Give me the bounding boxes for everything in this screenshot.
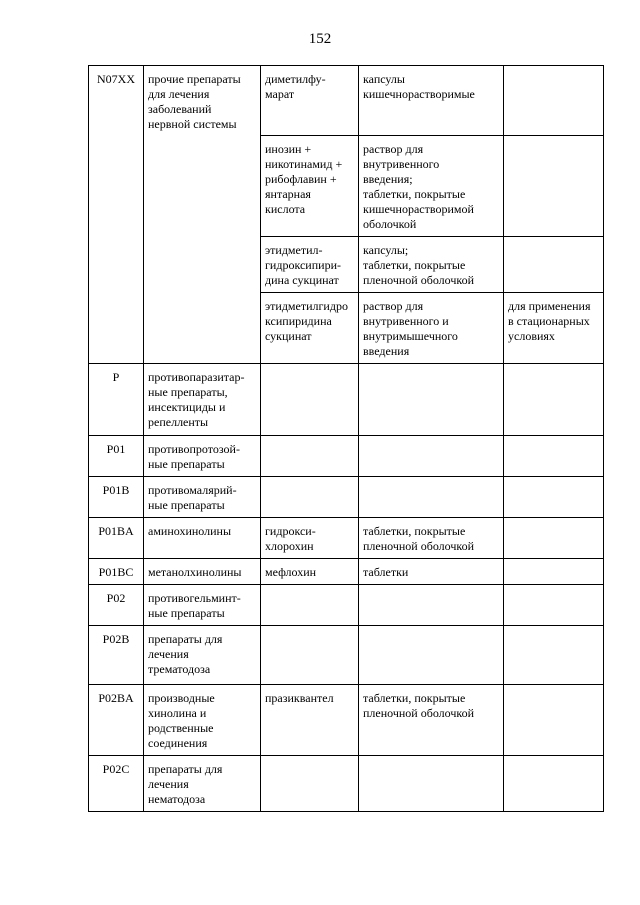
note-cell	[504, 756, 604, 812]
dosage-form-cell	[359, 364, 504, 436]
drug-name-cell	[261, 756, 359, 812]
dosage-form-cell	[359, 585, 504, 626]
table-row	[89, 559, 604, 585]
table-row	[89, 66, 604, 136]
atc-code-cell: P01BC	[89, 559, 144, 585]
drug-name-cell: празиквантел	[261, 685, 359, 756]
table-row	[89, 436, 604, 477]
note-cell	[504, 436, 604, 477]
drug-name-cell: этидметилгидро ксипиридина сукцинат	[261, 293, 359, 364]
drug-name-cell	[261, 477, 359, 518]
dosage-form-cell: раствор для внутривенного введения; таблетки, покрытые кишечнорастворимой оболочкой	[359, 136, 504, 237]
dosage-form-cell	[359, 436, 504, 477]
table-row	[89, 685, 604, 756]
group-name-cell: аминохинолины	[144, 518, 261, 559]
note-cell	[504, 477, 604, 518]
note-cell	[504, 66, 604, 136]
note-cell	[504, 136, 604, 237]
group-name-cell: противогельминт- ные препараты	[144, 585, 261, 626]
dosage-form-cell: капсулы; таблетки, покрытые пленочной оболочкой	[359, 237, 504, 293]
note-cell	[504, 237, 604, 293]
drug-name-cell: инозин + никотинамид + рибофлавин + янтарная кислота	[261, 136, 359, 237]
table-row	[89, 585, 604, 626]
atc-code-cell: P02	[89, 585, 144, 626]
drug-name-cell: гидрокси- хлорохин	[261, 518, 359, 559]
atc-code-cell: N07XX	[89, 66, 144, 364]
dosage-form-cell: раствор для внутривенного и внутримышечного введения	[359, 293, 504, 364]
drug-name-cell	[261, 585, 359, 626]
table-row	[89, 518, 604, 559]
atc-code-cell: P	[89, 364, 144, 436]
table-row	[89, 364, 604, 436]
group-name-cell: противопаразитар- ные препараты, инсектициды и репелленты	[144, 364, 261, 436]
group-name-cell: производные хинолина и родственные соединения	[144, 685, 261, 756]
atc-code-cell: P02B	[89, 626, 144, 685]
atc-code-cell: P02C	[89, 756, 144, 812]
group-name-cell: препараты для лечения трематодоза	[144, 626, 261, 685]
dosage-form-cell	[359, 626, 504, 685]
drug-name-cell: мефлохин	[261, 559, 359, 585]
table-row	[89, 626, 604, 685]
atc-code-cell: P01	[89, 436, 144, 477]
drug-name-cell	[261, 626, 359, 685]
atc-code-cell: P02BA	[89, 685, 144, 756]
group-name-cell: прочие препараты для лечения заболеваний нервной системы	[144, 66, 261, 364]
drug-name-cell: диметилфу- марат	[261, 66, 359, 136]
drug-name-cell	[261, 364, 359, 436]
note-cell	[504, 685, 604, 756]
table-row	[89, 756, 604, 812]
dosage-form-cell: капсулы кишечнорастворимые	[359, 66, 504, 136]
dosage-form-cell	[359, 477, 504, 518]
group-name-cell: метанолхинолины	[144, 559, 261, 585]
dosage-form-cell	[359, 756, 504, 812]
group-name-cell: препараты для лечения нематодоза	[144, 756, 261, 812]
dosage-form-cell: таблетки, покрытые пленочной оболочкой	[359, 518, 504, 559]
note-cell	[504, 364, 604, 436]
group-name-cell: противопротозой- ные препараты	[144, 436, 261, 477]
note-cell	[504, 626, 604, 685]
table-row	[89, 477, 604, 518]
group-name-cell: противомалярий- ные препараты	[144, 477, 261, 518]
atc-code-cell: P01B	[89, 477, 144, 518]
note-cell	[504, 585, 604, 626]
drug-name-cell	[261, 436, 359, 477]
atc-code-cell: P01BA	[89, 518, 144, 559]
drug-table	[88, 65, 604, 812]
note-cell	[504, 518, 604, 559]
note-cell	[504, 559, 604, 585]
dosage-form-cell: таблетки, покрытые пленочной оболочкой	[359, 685, 504, 756]
dosage-form-cell: таблетки	[359, 559, 504, 585]
page-number: 152	[308, 31, 332, 47]
note-cell: для применения в стационарных условиях	[504, 293, 604, 364]
drug-name-cell: этидметил- гидроксипири- дина сукцинат	[261, 237, 359, 293]
